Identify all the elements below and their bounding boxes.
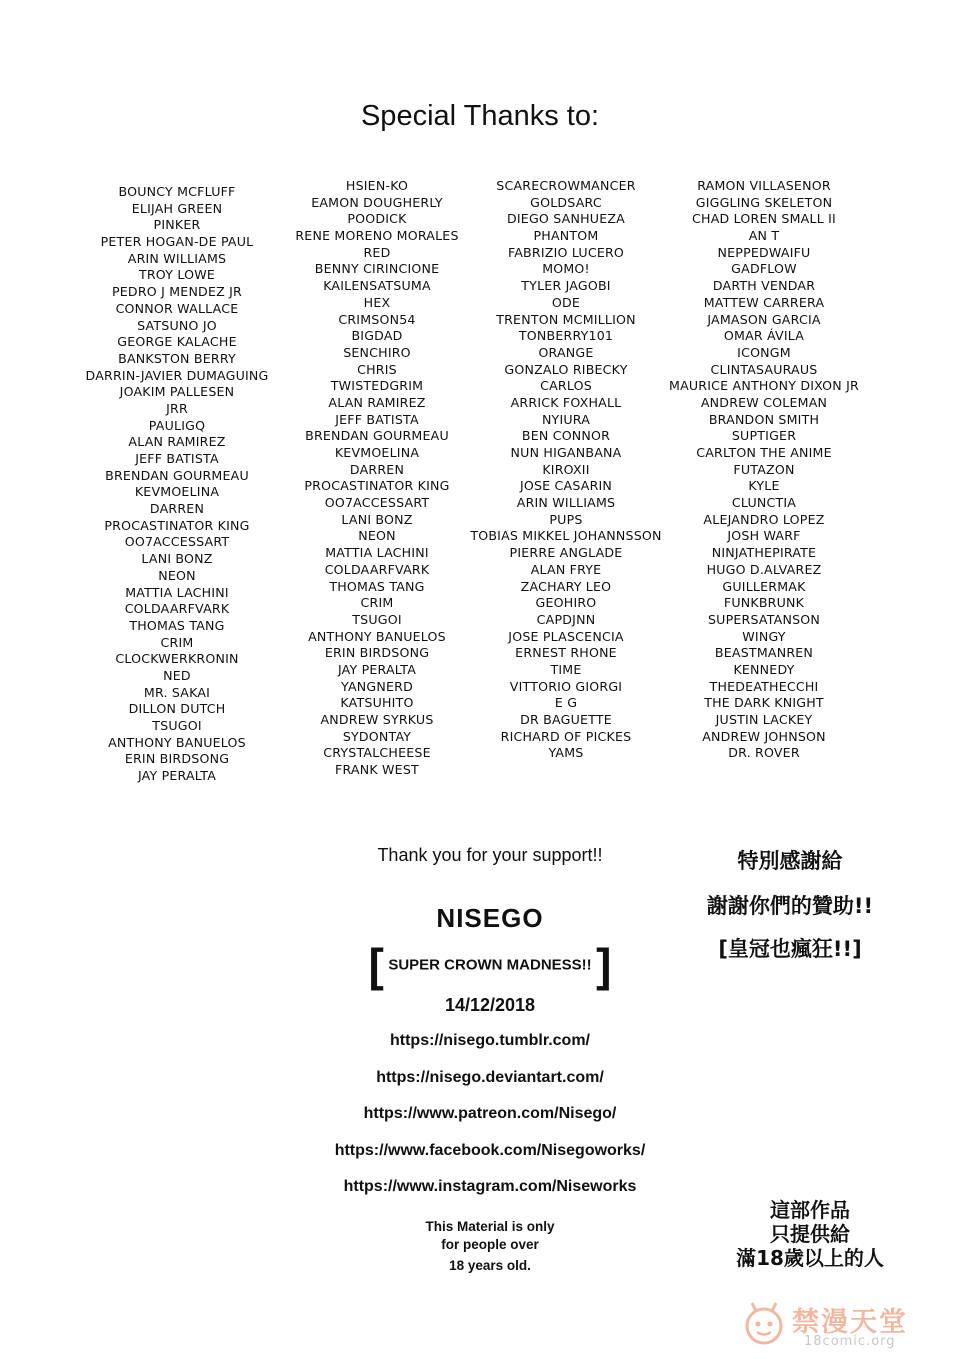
supporter-name: TOBIAS MIKKEL JOHANNSSON [470,528,662,544]
supporter-name: ARIN WILLIAMS [127,250,227,266]
supporter-name: OMAR ÁVILA [723,328,805,344]
supporter-name: TROY LOWE [138,267,216,283]
supporter-name: HSIEN-KO [345,178,409,193]
supporter-name: MR. SAKAI [143,684,211,700]
supporter-name: KIROXII [542,461,590,477]
supporter-name: SUPTIGER [731,428,797,444]
supporter-name: JOAKIM PALLESEN [119,384,235,400]
supporter-name: DILLON DUTCH [128,701,226,717]
supporter-name: PIERRE ANGLADE [509,545,623,561]
supporter-name: RED [363,244,391,260]
supporter-name: RICHARD OF PICKES [500,728,632,744]
supporter-name: BIGDAD [351,328,403,344]
cjk-thanks-support: 謝謝你們的贊助!! [706,894,874,918]
supporter-name: DR BAGUETTE [520,712,612,727]
close-bracket: ] [596,939,612,991]
supporter-name: SUPERSATANSON [707,611,821,627]
supporter-name: THOMAS TANG [329,578,425,594]
patreon-link[interactable]: https://www.patreon.com/Nisego/ [363,1105,617,1122]
supporter-name: DR. ROVER [728,745,800,761]
supporter-name: CLUNCTIA [731,495,797,511]
cjk-age-notice-line: 這部作品 [770,1198,850,1222]
tumblr-link[interactable]: https://nisego.tumblr.com/ [389,1032,590,1049]
supporter-name: PETER HOGAN-DE PAUL [100,234,254,250]
supporter-name: ALAN RAMIREZ [328,394,426,410]
supporter-name: FUTAZON [733,461,795,477]
supporter-name: MOMO! [542,261,590,277]
supporter-name: SATSUNO JO [137,317,217,333]
supporters-column-3 [456,178,676,762]
supporter-name: VITTORIO GIORGI [509,678,623,694]
supporter-name: DARRIN-JAVIER DUMAGUING [85,367,269,383]
supporter-name: E G [554,695,578,711]
supporter-name: WINGY [742,628,786,644]
supporter-name: BEASTMANREN [714,645,814,661]
supporter-name: TRENTON MCMILLION [496,311,636,327]
cjk-age-notice-line: 只提供給 [770,1222,850,1246]
supporter-name: ERIN BIRDSONG [124,751,230,767]
supporter-name: ERIN BIRDSONG [324,645,430,661]
supporter-name: YAMS [548,745,584,761]
supporter-name: NEON [358,528,396,544]
supporter-name: CARLOS [540,378,592,394]
supporter-name: JOSE CASARIN [519,478,613,494]
supporter-name: CRIMSON54 [338,311,416,327]
supporter-name: KAILENSATSUMA [323,278,431,294]
supporter-name: MATTIA LACHINI [325,545,429,561]
open-bracket: [ [368,939,384,991]
supporter-name: NYIURA [541,411,591,427]
supporter-name: JRR [166,400,188,416]
page-title: Special Thanks to: [360,100,600,132]
supporter-name: BENNY CIRINCIONE [314,261,440,277]
supporter-name: KATSUHITO [340,695,414,711]
supporter-name: HUGO D.ALVAREZ [706,561,822,577]
supporter-name: KYLE [748,478,780,494]
age-notice-line: for people over [441,1237,539,1252]
cjk-age-notice-line: 滿18歲以上的人 [736,1246,884,1270]
supporter-name: JAY PERALTA [337,661,417,677]
links-list [280,1030,700,1213]
supporter-name: AN T [748,228,780,244]
supporter-name: ALAN FRYE [530,561,602,577]
supporter-name: NINJATHEPIRATE [711,545,817,561]
supporter-name: BOUNCY MCFLUFF [118,184,236,199]
age-notice-line: 18 years old. [449,1258,531,1273]
supporter-name: COLDAARFVARK [324,561,430,577]
supporter-name: ANTHONY BANUELOS [108,734,246,750]
work-title [300,939,680,991]
supporter-name: POODICK [347,211,407,227]
supporter-name: MAURICE ANTHONY DIXON JR [669,378,859,394]
supporter-name: BRANDON SMITH [708,411,820,427]
supporter-name: OO7ACCESSART [324,495,430,511]
site-watermark [740,1296,950,1356]
supporter-name: DARREN [349,461,405,477]
work-title-text: SUPER CROWN MADNESS!! [388,956,592,974]
supporter-name: GONZALO RIBECKY [504,361,628,377]
supporter-name: PAULIGQ [148,417,206,433]
supporter-name: CHRIS [357,361,397,377]
supporter-name: THE DARK KNIGHT [704,695,824,711]
supporter-name: BANKSTON BERRY [118,350,236,366]
supporter-name: THEDEATHECCHI [709,678,819,694]
instagram-link[interactable]: https://www.instagram.com/Niseworks [343,1178,637,1195]
supporter-name: KEVMOELINA [134,484,220,500]
supporter-name: LANI BONZ [341,511,413,527]
supporter-name: GOLDSARC [530,194,602,210]
supporter-name: FABRIZIO LUCERO [507,244,625,260]
supporter-name: CAPDJNN [536,611,596,627]
supporter-name: CLOCKWERKRONIN [115,651,239,667]
supporter-name: COLDAARFVARK [124,601,230,617]
supporters-column-4 [654,178,874,762]
supporter-name: CRYSTALCHEESE [323,745,431,761]
supporter-name: RAMON VILLASENOR [697,178,831,193]
supporter-name: ORANGE [538,344,594,360]
supporter-name: FUNKBRUNK [723,595,805,611]
supporter-name: BEN CONNOR [521,428,611,444]
supporter-name: JAY PERALTA [137,768,217,784]
supporter-name: ANTHONY BANUELOS [308,628,446,644]
supporter-name: JOSE PLASCENCIA [508,628,624,644]
supporter-name: DIEGO SANHUEZA [507,211,625,227]
supporter-name: OO7ACCESSART [124,534,230,550]
supporter-name: KEVMOELINA [334,445,420,460]
supporters-column-2 [267,178,487,779]
supporter-name: JOSH WARF [727,528,801,544]
brand-name: NISEGO [436,903,544,933]
supporter-name: TSUGOI [352,611,402,627]
cjk-work-title: [皇冠也瘋狂!!] [718,937,862,961]
supporter-name: MATTEW CARRERA [703,294,825,310]
supporter-name: NEON [158,567,196,583]
supporter-name: ERNEST RHONE [515,645,617,661]
supporter-name: CHAD LOREN SMALL II [692,211,836,227]
supporter-name: TSUGOI [152,718,202,733]
supporter-name: BRENDAN GOURMEAU [305,428,449,444]
facebook-link[interactable]: https://www.facebook.com/Nisegoworks/ [334,1141,646,1159]
supporters-column-1 [67,184,287,785]
cjk-age-notice [700,1198,920,1270]
supporter-name: CRIM [360,595,394,611]
supporter-name: GUILLERMAK [722,578,806,594]
supporter-name: YANGNERD [341,678,413,694]
thanks-line: Thank you for your support!! [377,845,603,865]
supporter-name: THOMAS TANG [129,617,225,633]
supporter-name: MATTIA LACHINI [125,584,229,600]
supporter-name: GEORGE KALACHE [117,334,237,350]
deviantart-link[interactable]: https://nisego.deviantart.com/ [376,1068,604,1086]
supporter-name: CLINTASAURAUS [710,361,818,377]
supporter-name: JAMASON GARCIA [707,311,821,327]
supporter-name: PHANTOM [533,228,599,244]
supporter-name: LANI BONZ [141,551,213,567]
supporter-name: EAMON DOUGHERLY [311,194,443,210]
supporter-name: SENCHIRO [343,344,411,360]
supporter-name: ALAN RAMIREZ [128,434,226,450]
supporter-name: ANDREW COLEMAN [700,394,828,410]
supporter-name: PUPS [549,511,583,527]
supporter-name: RENE MORENO MORALES [295,228,459,244]
supporter-name: NUN HIGANBANA [510,445,622,460]
watermark-text: 禁漫天堂 [792,1307,908,1338]
supporter-name: KENNEDY [733,661,795,677]
age-notice-line: This Material is only [425,1219,555,1234]
supporter-name: PINKER [153,217,201,233]
supporter-name: CONNOR WALLACE [115,300,239,316]
supporter-name: ICONGM [737,344,791,360]
supporter-name: ANDREW JOHNSON [702,728,826,744]
supporter-name: TIME [550,661,582,677]
supporter-name: PEDRO J MENDEZ JR [111,284,243,300]
supporter-name: SCARECROWMANCER [496,178,636,193]
supporter-name: ARIN WILLIAMS [516,495,616,511]
supporter-name: NEPPEDWAIFU [717,244,811,260]
supporter-name: ALEJANDRO LOPEZ [703,511,825,527]
supporter-name: JEFF BATISTA [335,411,419,427]
release-date: 14/12/2018 [444,995,536,1015]
supporter-name: BRENDAN GOURMEAU [105,467,249,483]
supporter-name: GIGGLING SKELETON [695,194,833,210]
supporter-name: PROCASTINATOR KING [304,478,450,494]
watermark-mascot-icon [740,1300,788,1348]
supporter-name: JEFF BATISTA [135,451,219,466]
age-notice [370,1218,610,1275]
cjk-special-thanks: 特別感謝給 [737,849,843,873]
supporter-name: ODE [551,294,581,310]
supporter-name: DARREN [149,501,205,517]
supporter-name: FRANK WEST [335,762,419,778]
watermark-url: 18comic.org [804,1334,896,1349]
supporter-name: ELIJAH GREEN [131,200,223,216]
supporter-name: TYLER JAGOBI [521,278,611,294]
supporter-name: NED [163,667,191,683]
supporter-name: CARLTON THE ANIME [696,445,832,460]
supporter-name: ANDREW SYRKUS [320,712,434,727]
supporter-name: HEX [363,294,391,310]
supporter-name: ARRICK FOXHALL [510,394,622,410]
supporter-name: TWISTEDGRIM [330,378,424,394]
supporter-name: TONBERRY101 [518,328,614,344]
supporter-name: GEOHIRO [535,595,597,611]
supporter-name: DARTH VENDAR [712,278,816,294]
supporter-name: ZACHARY LEO [520,578,612,594]
supporter-name: SYDONTAY [342,728,412,744]
supporter-name: JUSTIN LACKEY [715,712,813,727]
supporter-name: PROCASTINATOR KING [104,517,250,533]
supporter-name: CRIM [160,634,194,650]
supporter-name: GADFLOW [731,261,797,277]
